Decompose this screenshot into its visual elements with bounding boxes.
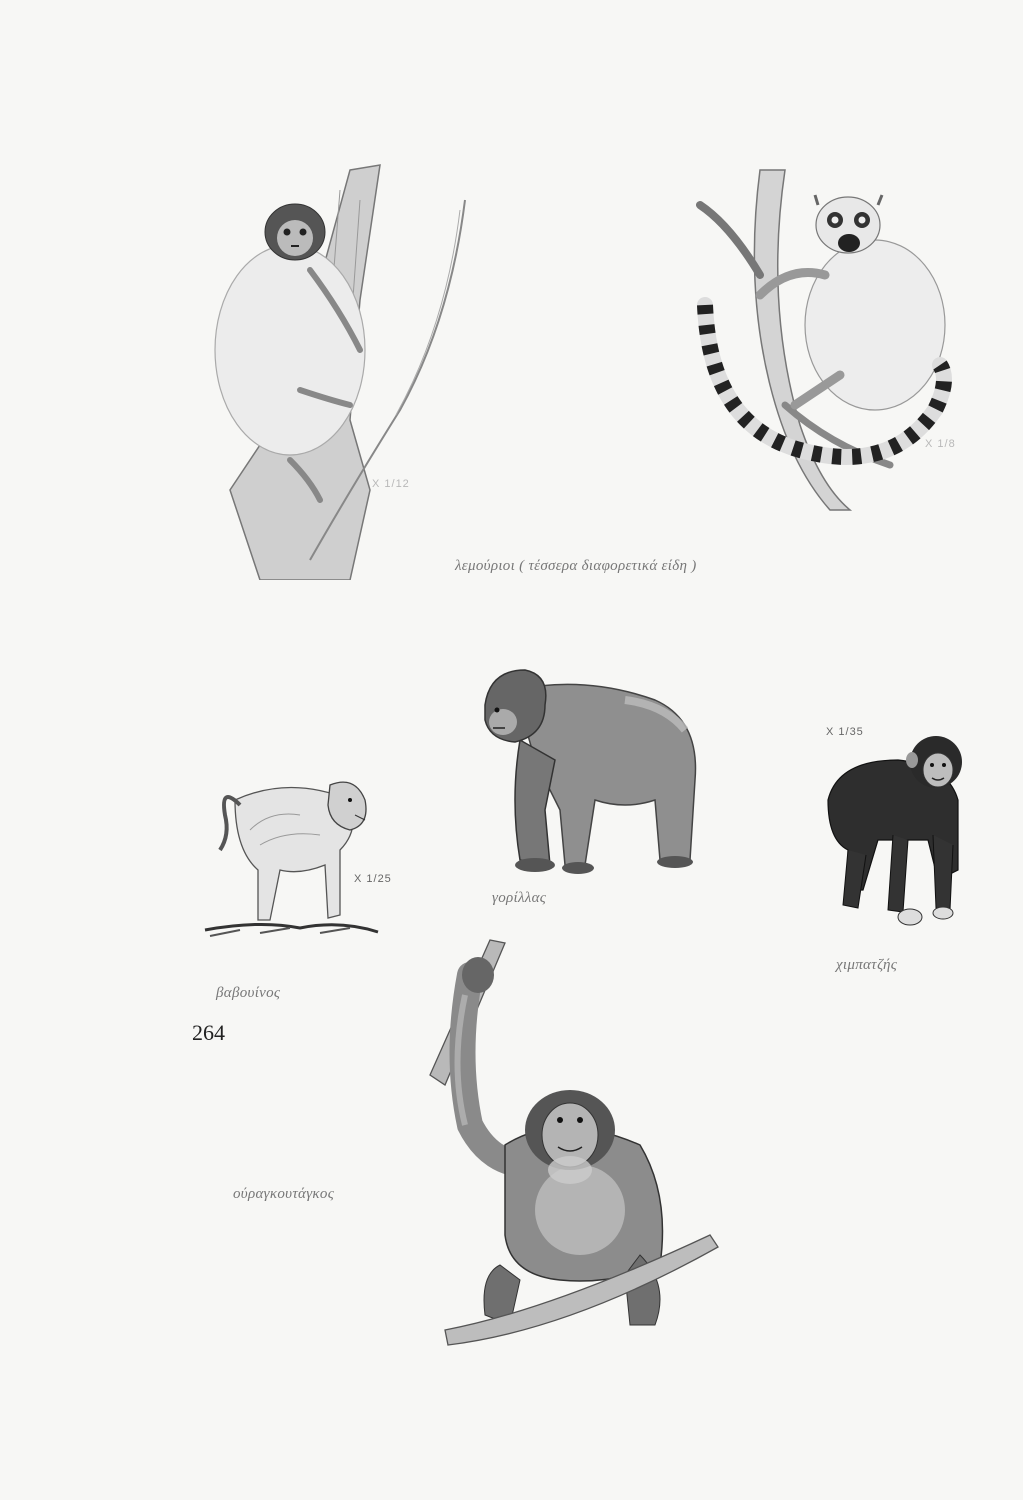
baboon-illustration — [200, 770, 380, 940]
lemur-right-scale: X 1/8 — [925, 438, 956, 450]
gorilla-caption: γορίλλας — [492, 890, 547, 906]
sifaka-lemur-illustration — [200, 160, 470, 580]
lemurs-caption: λεμούριοι ( τέσσερα διαφορετικά είδη ) — [455, 558, 697, 574]
lemur-left-scale: X 1/12 — [372, 478, 410, 490]
chimpanzee-illustration — [818, 730, 968, 930]
page-number: 264 — [192, 1020, 225, 1045]
chimpanzee-scale: X 1/35 — [826, 726, 864, 738]
baboon-scale: X 1/25 — [354, 873, 392, 885]
orangutan-illustration — [410, 935, 730, 1355]
baboon-caption: βαβουίνος — [216, 985, 281, 1001]
gorilla-illustration — [475, 660, 710, 885]
orangutan-caption: ούραγκουτάγκος — [233, 1186, 335, 1202]
chimpanzee-caption: χιμπατζής — [836, 957, 898, 973]
ring-tailed-lemur-illustration — [690, 165, 960, 515]
